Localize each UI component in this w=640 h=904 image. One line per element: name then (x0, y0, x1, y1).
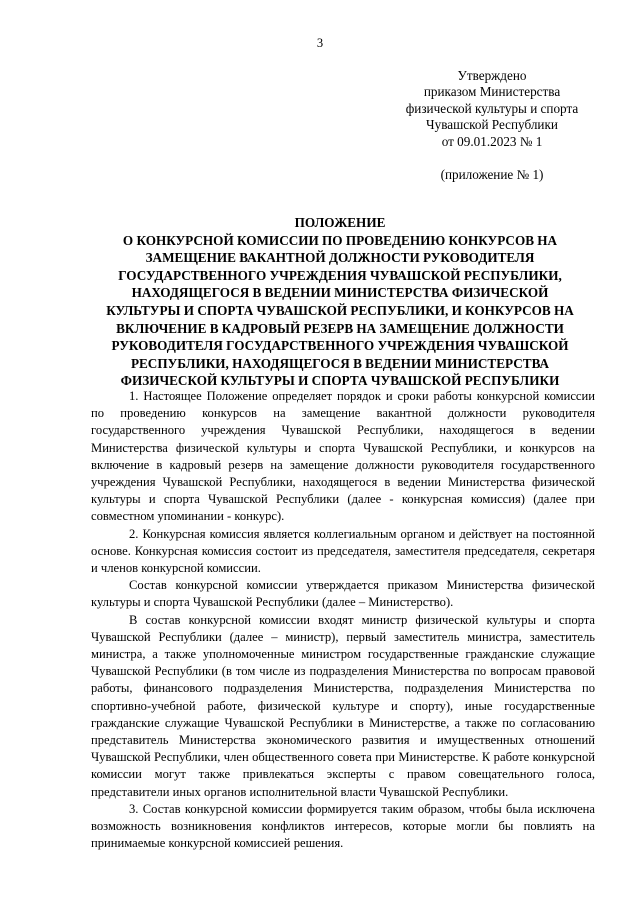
paragraph: Состав конкурсной комиссии утверждается приказом Министерства физической культуры и спорта Чувашской Республики (далее – Министерство). (91, 578, 595, 610)
approval-date-line: от 09.01.2023 № 1 (441, 133, 543, 149)
appendix-label: (приложение № 1) (440, 167, 544, 182)
approval-line: физической культуры и спорта (405, 100, 579, 116)
title-line: РЕСПУБЛИКИ, НАХОДЯЩЕГОСЯ В ВЕДЕНИИ МИНИСТЕРСТВА (130, 355, 550, 371)
approval-line: приказом Министерства (423, 84, 561, 100)
paragraph: 2. Конкурсная комиссия является коллегиальным органом и действует на постоянной основе. Конкурсная комиссия состоит из председателя, заместителя председателя, секретаря и членов конкурсной комиссии. (91, 526, 595, 576)
approval-stamp-block (392, 68, 592, 150)
title-line: ВКЛЮЧЕНИЕ В КАДРОВЫЙ РЕЗЕРВ НА ЗАМЕЩЕНИЕ ДОЛЖНОСТИ (116, 320, 564, 336)
approval-line: Чувашской Республики (426, 117, 558, 133)
title-line: О КОНКУРСНОЙ КОМИССИИ ПО ПРОВЕДЕНИЮ КОНКУРСОВ НА (122, 232, 558, 248)
page-number: 3 (316, 36, 324, 50)
title-line: ФИЗИЧЕСКОЙ КУЛЬТУРЫ И СПОРТА ЧУВАШСКОЙ РЕСПУБЛИКИ (120, 373, 560, 389)
paragraph: В состав конкурсной комиссии входят министр физической культуры и спорта Чувашской Республики (далее – министр), первый заместитель министра, заместитель министра, а также уполномоченные министром государственные гражданские служащие Чувашской Республики (в том числе из подразделения Министерства по вопросам правовой работы, финансового подразделения Министерства, подразделения Министерства по спортивно-учебной работе, физической культуре и спорту), иные государственные гражданские служащие Чувашской Республики в Министерстве, а также по согласованию представитель Министерства экономического развития и имущественных отношений Чувашской Республики, член общественного совета при Министерстве. К работе конкурсной комиссии могут также привлекаться эксперты с правом совещательного голоса, представители иных органов исполнительной власти Чувашской Республики. (91, 612, 595, 799)
document-title (84, 214, 596, 390)
approval-line: Утверждено (457, 68, 527, 83)
paragraph: 1. Настоящее Положение определяет порядок и сроки работы конкурсной комиссии по проведению конкурсов на замещение вакантной должности руководителя государственного учреждения Чувашской Республики, находящегося в ведении Министерства физической культуры и спорта Чувашской Республики, и конкурсов на включение в кадровый резерв на замещение должности руководителя государственного учреждения Чувашской Республики, находящегося в ведении Министерства физической культуры и спорта Чувашской Республики (далее - конкурсная комиссия) (далее при совместном упоминании - конкурс). (91, 389, 595, 524)
paragraph: 3. Состав конкурсной комиссии формируется таким образом, чтобы была исключена возможность возникновения конфликтов интересов, которые могли бы повлиять на принимаемые конкурсной комиссией решения. (91, 801, 595, 851)
document-body (91, 388, 595, 852)
title-line: НАХОДЯЩЕГОСЯ В ВЕДЕНИИ МИНИСТЕРСТВА ФИЗИЧЕСКОЙ (131, 285, 549, 301)
title-line: ПОЛОЖЕНИЕ (294, 215, 386, 230)
title-line: КУЛЬТУРЫ И СПОРТА ЧУВАШСКОЙ РЕСПУБЛИКИ, И КОНКУРСОВ НА (106, 302, 574, 318)
title-line: РУКОВОДИТЕЛЯ ГОСУДАРСТВЕННОГО УЧРЕЖДЕНИЯ ЧУВАШСКОЙ (111, 338, 569, 354)
title-line: ЗАМЕЩЕНИЕ ВАКАНТНОЙ ДОЛЖНОСТИ РУКОВОДИТЕЛЯ (145, 250, 535, 266)
title-line: ГОСУДАРСТВЕННОГО УЧРЕЖДЕНИЯ ЧУВАШСКОЙ РЕСПУБЛИКИ, (118, 267, 562, 283)
